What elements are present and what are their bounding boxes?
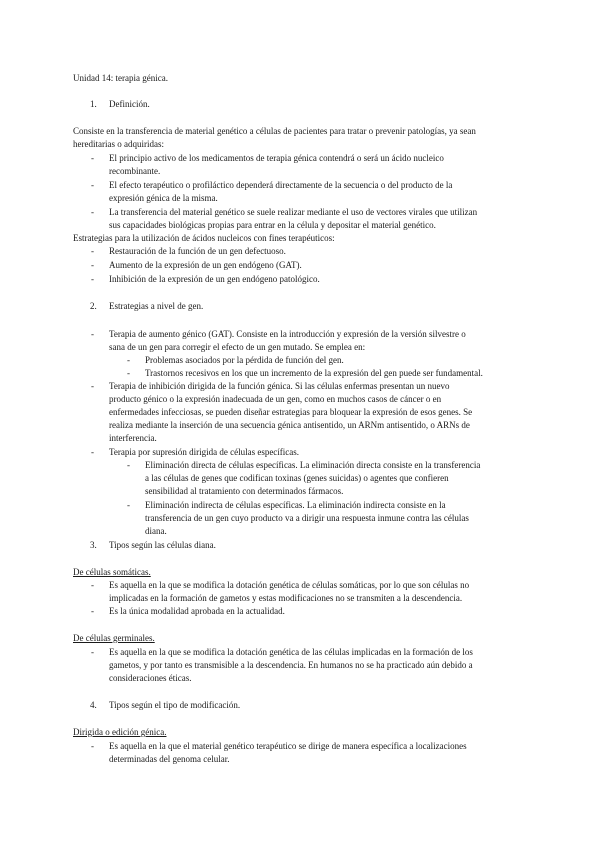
directed-heading: Dirigida o edición génica. (73, 727, 167, 737)
section-2-heading: Estrategias a nivel de gen. (109, 301, 204, 311)
gene-strategy-text: sana de un gen para corregir el efecto de un gen mutado. Se emplea en: (109, 342, 366, 352)
bullet-dash: - (91, 153, 94, 163)
gene-strategy-subitem: sensibilidad al tratamiento con determinados fármacos. (145, 486, 344, 496)
section-4-number: 4. (90, 700, 97, 710)
directed-text: determinadas del genoma celular. (109, 754, 230, 764)
section-3-heading: Tipos según las células diana. (109, 540, 216, 550)
gene-strategy-subitem: Trastornos recesivos en los que un incremento de la expresión del gen puede ser fundamental. (145, 368, 483, 378)
bullet-dash: - (91, 647, 94, 657)
section-2-number: 2. (90, 301, 97, 311)
gene-strategy-subitem: Eliminación indirecta de células específicas. La eliminación indirecta consiste en la (145, 500, 446, 510)
section-1-heading: Definición. (109, 99, 150, 109)
bullet-dash: - (127, 460, 130, 470)
gene-strategy-subitem: transferencia de un gen cuyo producto va a dirigir una respuesta inmune contra las células (145, 513, 469, 523)
definition-bullet: expresión génica de la misma. (109, 193, 218, 203)
bullet-dash: - (91, 180, 94, 190)
gene-strategy-text: enfermedades infecciosas, se pueden diseñar estrategias para bloquear la expresión de esos genes. Se (109, 407, 473, 417)
bullet-dash: - (91, 741, 94, 751)
bullet-dash: - (91, 274, 94, 284)
gene-strategy-text: Terapia por supresión dirigida de células específicas. (109, 447, 300, 457)
somatic-text: Es la única modalidad aprobada en la actualidad. (109, 606, 285, 616)
bullet-dash: - (91, 329, 94, 339)
definition-bullet: recombinante. (109, 166, 161, 176)
definition-bullet: El principio activo de los medicamentos de terapia génica contendrá o será un ácido nucleico (109, 153, 444, 163)
bullet-dash: - (91, 381, 94, 391)
bullet-dash: - (127, 355, 130, 365)
strategies-heading: Estrategias para la utilización de ácidos nucleicos con fines terapéuticos: (73, 233, 335, 243)
bullet-dash: - (91, 606, 94, 616)
germline-text: gametos, y por tanto es transmisible a la descendencia. En humanos no se ha practicado aún debido a (109, 660, 473, 670)
gene-strategy-text: Terapia de inhibición dirigida de la función génica. Si las células enfermas presentan un nuevo (109, 381, 450, 391)
germline-text: Es aquella en la que se modifica la dotación genética de las células implicadas en la formación de los (109, 647, 473, 657)
definition-text: hereditarias o adquiridas: (73, 139, 164, 149)
somatic-text: Es aquella en la que se modifica la dotación genética de células somáticas, por lo que son células no (109, 580, 470, 590)
directed-text: Es aquella en la que el material genético terapéutico se dirige de manera específica a localizaciones (109, 741, 467, 751)
section-3-number: 3. (90, 540, 97, 550)
gene-strategy-subitem: Eliminación directa de células específicas. La eliminación directa consiste en la transferencia (145, 460, 481, 470)
bullet-dash: - (127, 500, 130, 510)
section-1-number: 1. (90, 99, 97, 109)
gene-strategy-text: Terapia de aumento génico (GAT). Consiste en la introducción y expresión de la versión silvestre o (109, 329, 466, 339)
strategy-item: Restauración de la función de un gen defectuoso. (109, 246, 286, 256)
gene-strategy-subitem: diana. (145, 526, 167, 536)
document-title: Unidad 14: terapia génica. (73, 73, 168, 83)
gene-strategy-text: interferencia. (109, 433, 157, 443)
strategy-item: Aumento de la expresión de un gen endógeno (GAT). (109, 260, 302, 270)
bullet-dash: - (91, 246, 94, 256)
somatic-text: implicadas en la formación de gametos y estas modificaciones no se transmiten a la descendencia. (109, 593, 463, 603)
definition-bullet: La transferencia del material genético se suele realizar mediante el uso de vectores virales que utilizan (109, 207, 478, 217)
bullet-dash: - (127, 368, 130, 378)
germline-heading: De células germinales. (73, 633, 155, 643)
definition-text: Consiste en la transferencia de material genético a células de pacientes para tratar o prevenir patologías, ya sean (73, 126, 476, 136)
gene-strategy-text: producto génico o la expresión inadecuada de un gen, como en muchos casos de cáncer o en (109, 394, 442, 404)
definition-bullet: sus capacidades biológicas propias para entrar en la célula y depositar el material genético. (109, 220, 436, 230)
section-4-heading: Tipos según el tipo de modificación. (109, 700, 241, 710)
bullet-dash: - (91, 580, 94, 590)
gene-strategy-subitem: a las células de genes que codifican toxinas (genes suicidas) o agentes que confieren (145, 473, 449, 483)
germline-text: consideraciones éticas. (109, 673, 192, 683)
bullet-dash: - (91, 260, 94, 270)
strategy-item: Inhibición de la expresión de un gen endógeno patológico. (109, 274, 320, 284)
bullet-dash: - (91, 447, 94, 457)
gene-strategy-text: realiza mediante la inserción de una secuencia génica antisentido, un ARNm antisentido, o ARNs de (109, 420, 470, 430)
bullet-dash: - (91, 207, 94, 217)
definition-bullet: El efecto terapéutico o profiláctico dependerá directamente de la secuencia o del producto de la (109, 180, 453, 190)
gene-strategy-subitem: Problemas asociados por la pérdida de función del gen. (145, 355, 344, 365)
somatic-heading: De células somáticas. (73, 567, 151, 577)
